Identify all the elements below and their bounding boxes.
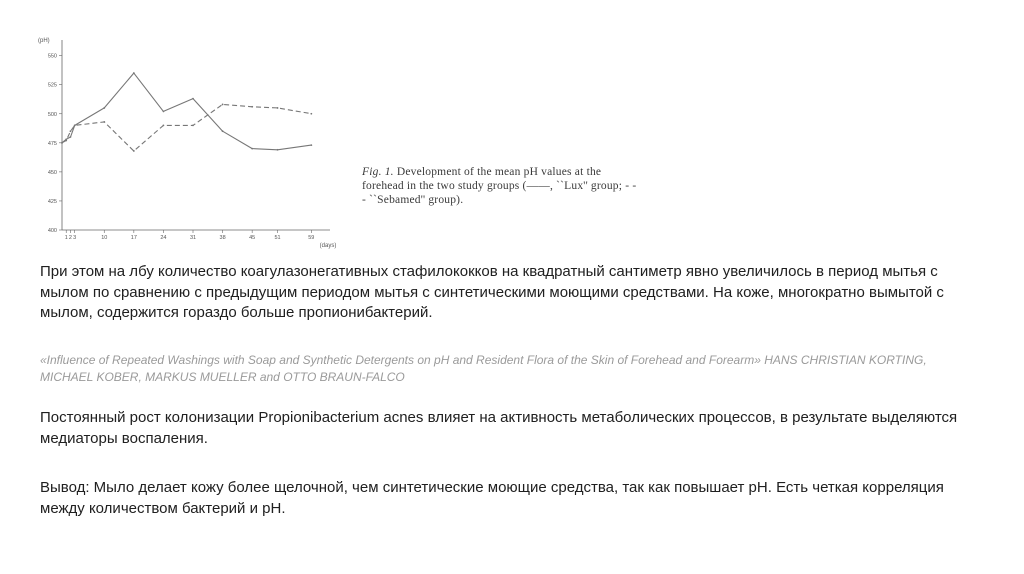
x-tick-label: 51 <box>274 235 281 241</box>
series-line-solid <box>62 73 311 150</box>
paragraph-propionibacterium: Постоянный рост колонизации Propionibacterium acnes влияет на активность метаболических процессов, в результате выделяются медиаторы воспаления. <box>40 409 958 447</box>
data-point-dashed <box>310 113 312 115</box>
y-axis-title: (pH) <box>38 38 50 44</box>
data-point-dashed <box>192 124 194 126</box>
data-point-dashed <box>251 106 253 108</box>
ph-chart-svg <box>28 30 348 252</box>
data-point-dashed <box>277 107 279 109</box>
citation: «Influence of Repeated Washings with Soap and Synthetic Detergents on pH and Resident Flora of the Skin of Forehead and Forearm» HANS CHRISTIAN KORTING, MICHAEL KOBER, MARKUS MUELLER and OTTO BRAUN-FALCO <box>40 353 927 384</box>
x-tick-label: 3 <box>73 235 77 241</box>
data-point-solid <box>310 144 312 146</box>
data-point-solid <box>222 130 224 132</box>
data-point-solid <box>277 149 279 151</box>
x-tick-label: 31 <box>189 235 197 241</box>
y-tick-label: 425 <box>47 198 57 205</box>
data-point-dashed <box>61 142 63 144</box>
y-tick-label: 550 <box>47 53 57 60</box>
x-tick-label: 24 <box>160 235 167 241</box>
data-point-solid <box>192 98 194 100</box>
paragraph-staphylococci: При этом на лбу количество коагулазонегативных стафилококков на квадратный сантиметр явно увеличилось в период мытья с мылом по сравнению с предыдущим периодом мытья с синтетическими моющими средствами. На коже, многократно вымытой с мылом, содержится гораздо больше пропионибактерий. <box>40 263 944 321</box>
x-tick-label: 38 <box>219 235 226 241</box>
figure-caption-text: Development of the mean pH values at the forehead in the two study groups (——, ``Lux'' group; - - - ``Sebamed'' group). <box>362 166 637 206</box>
figure-caption-label: Fig. 1. <box>362 166 394 178</box>
data-point-solid <box>133 72 135 74</box>
data-point-dashed <box>103 121 105 123</box>
ph-chart <box>28 30 348 252</box>
data-point-solid <box>251 148 253 150</box>
data-point-dashed <box>133 150 135 152</box>
x-tick-label: 2 <box>68 235 72 241</box>
data-point-dashed <box>74 124 76 126</box>
paragraph-conclusion: Вывод: Мыло делает кожу более щелочной, чем синтетические моющие средства, так как повышает pH. Есть четкая корреляция между количеством бактерий и pH. <box>40 479 944 517</box>
data-point-solid <box>163 111 165 113</box>
x-axis-title: (days) <box>319 243 337 249</box>
y-tick-label: 475 <box>47 140 57 147</box>
x-tick-label: 10 <box>101 235 108 241</box>
figure-caption <box>362 165 642 207</box>
data-point-dashed <box>222 104 224 106</box>
x-tick-label: 1 <box>64 235 68 241</box>
x-tick-label: 59 <box>308 235 315 241</box>
y-tick-label: 400 <box>47 228 57 234</box>
data-point-dashed <box>70 130 72 132</box>
data-point-dashed <box>163 124 165 126</box>
y-tick-label: 525 <box>47 82 57 89</box>
y-tick-label: 450 <box>47 169 57 176</box>
y-tick-label: 500 <box>47 111 57 118</box>
x-tick-label: 17 <box>130 235 137 241</box>
data-point-solid <box>103 107 105 109</box>
x-tick-label: 45 <box>249 235 256 241</box>
data-point-solid <box>70 136 72 138</box>
data-point-dashed <box>65 140 67 142</box>
